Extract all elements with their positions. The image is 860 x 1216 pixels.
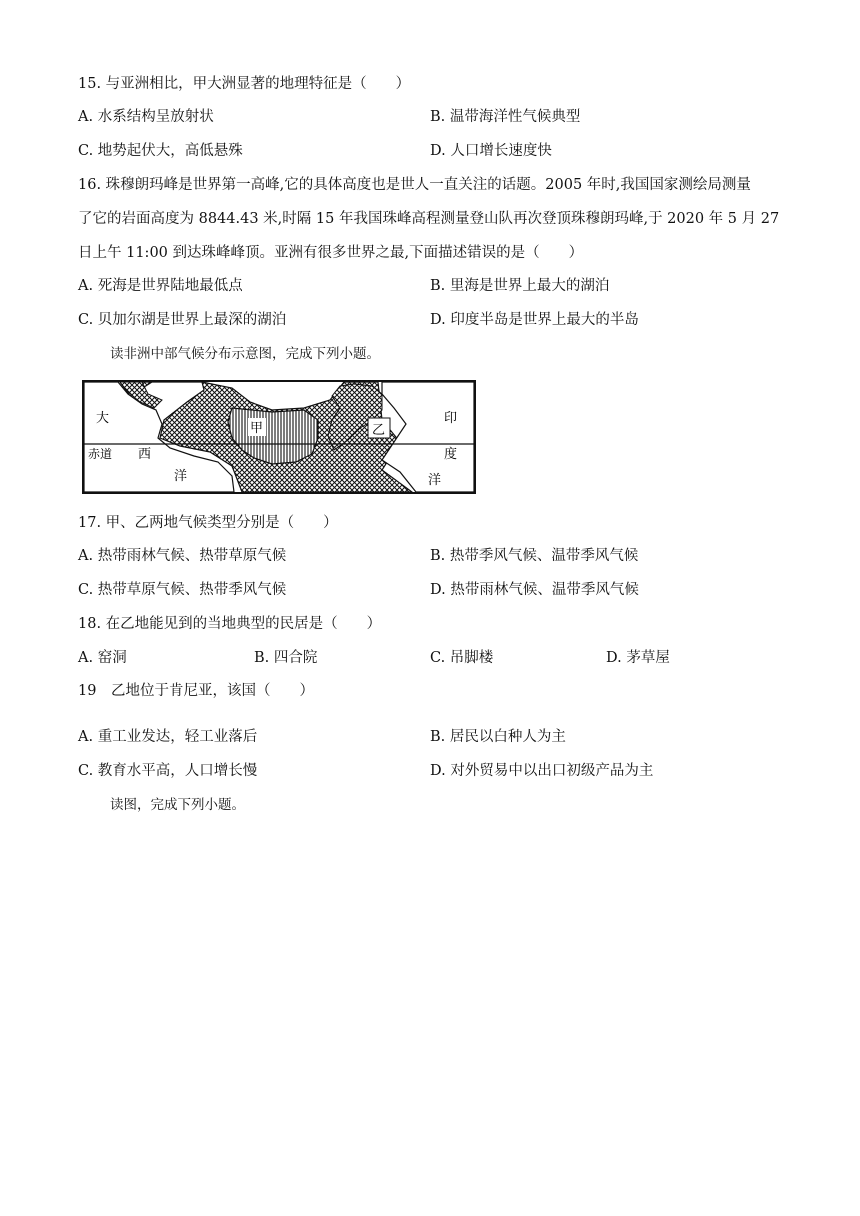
q16-option-b: B. 里海是世界上最大的湖泊 — [430, 278, 610, 294]
q18-option-a: A. 窑洞 — [78, 650, 127, 666]
q17-option-d: D. 热带雨林气候、温带季风气候 — [430, 582, 639, 598]
q19-option-d: D. 对外贸易中以出口初级产品为主 — [430, 763, 654, 779]
q16-stem-line3: 日上午 11:00 到达珠峰峰顶。亚洲有很多世界之最,下面描述错误的是（ ） — [78, 245, 584, 261]
q15-stem: 15. 与亚洲相比，甲大洲显著的地理特征是（ ） — [78, 76, 411, 92]
q18-option-b: B. 四合院 — [254, 650, 318, 666]
q19-stem: 19 乙地位于肯尼亚，该国（ ） — [78, 683, 314, 699]
q17-option-b: B. 热带季风气候、温带季风气候 — [430, 548, 639, 564]
map-label-yi: 乙 — [372, 423, 386, 438]
q16-option-a: A. 死海是世界陆地最低点 — [78, 278, 243, 294]
q18-stem: 18. 在乙地能见到的当地典型的民居是（ ） — [78, 616, 382, 632]
q19-option-b: B. 居民以白种人为主 — [430, 729, 566, 745]
q18-option-c: C. 吊脚楼 — [430, 650, 494, 666]
africa-climate-map — [82, 380, 476, 494]
map-label-da: 大 — [96, 411, 110, 426]
q18-option-d: D. 茅草屋 — [606, 650, 670, 666]
q19-option-a: A. 重工业发达，轻工业落后 — [78, 729, 258, 745]
map-intro: 读非洲中部气候分布示意图，完成下列小题。 — [110, 346, 380, 362]
q15-option-d: D. 人口增长速度快 — [430, 143, 552, 159]
map-label-yang-right: 洋 — [428, 473, 442, 488]
q16-stem-line2: 了它的岩面高度为 8844.43 米,时隔 15 年我国珠峰高程测量登山队再次登顶珠穆朗玛峰,于 2020 年 5 月 27 — [78, 211, 780, 227]
q19-option-c: C. 教育水平高，人口增长慢 — [78, 763, 258, 779]
q16-stem-line1: 16. 珠穆朗玛峰是世界第一高峰,它的具体高度也是世人一直关注的话题。2005 年时,我国国家测绘局测量 — [78, 177, 751, 193]
map-label-yin: 印 — [444, 411, 458, 426]
q17-option-c: C. 热带草原气候、热带季风气候 — [78, 582, 287, 598]
map-label-equator: 赤道 — [88, 447, 113, 461]
map-label-jia: 甲 — [250, 421, 264, 436]
map-label-du: 度 — [444, 447, 458, 462]
map-label-xi: 西 — [138, 447, 152, 462]
q16-option-c: C. 贝加尔湖是世界上最深的湖泊 — [78, 312, 287, 328]
q17-stem: 17. 甲、乙两地气候类型分别是（ ） — [78, 515, 338, 531]
q15-option-b: B. 温带海洋性气候典型 — [430, 109, 581, 125]
q15-option-c: C. 地势起伏大，高低悬殊 — [78, 143, 243, 159]
map-label-yang-left: 洋 — [174, 469, 188, 484]
q15-option-a: A. 水系结构呈放射状 — [78, 109, 214, 125]
q16-option-d: D. 印度半岛是世界上最大的半岛 — [430, 312, 639, 328]
next-intro: 读图，完成下列小题。 — [110, 797, 245, 813]
q17-option-a: A. 热带雨林气候、热带草原气候 — [78, 548, 287, 564]
